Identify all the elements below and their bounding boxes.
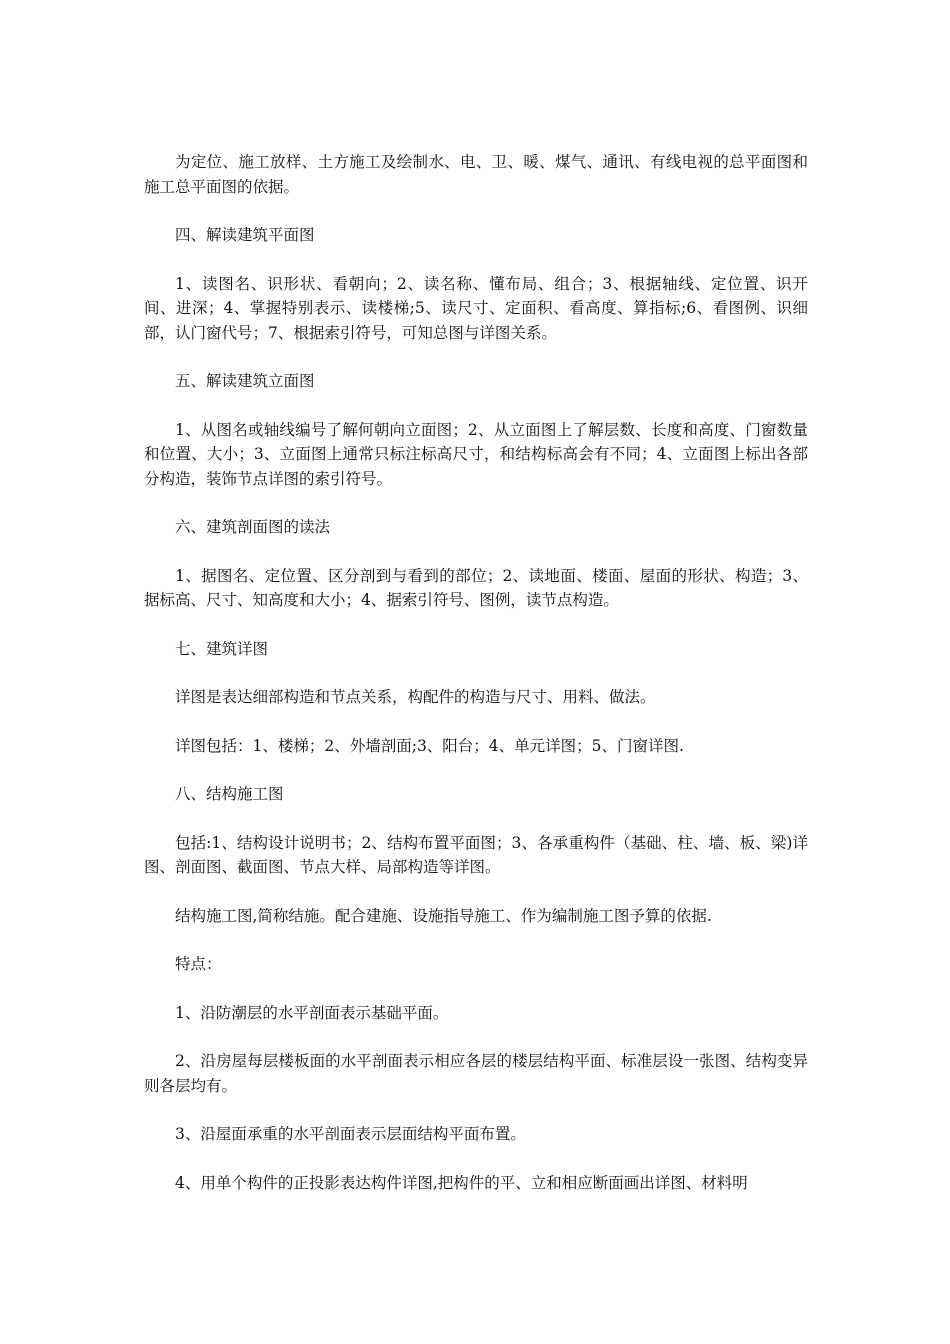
paragraph-floor-plan-steps: 1、读图名、识形状、看朝向；2、读名称、懂布局、组合；3、根据轴线、定位置、识开间、进深；4、掌握特别表示、读楼梯;5、读尺寸、定面积、看高度、算指标;6、看图例、识细部，认门窗代号；7、根据索引符号，可知总图与详图关系。	[144, 274, 808, 342]
paragraph-structural-purpose: 结构施工图,简称结施。配合建施、设施指导施工、作为编制施工图予算的依据.	[175, 906, 712, 925]
document-body	[144, 150, 808, 1219]
paragraph-elevation-steps: 1、从图名或轴线编号了解何朝向立面图；2、从立面图上了解层数、长度和高度、门窗数量和位置、大小；3、立面图上通常只标注标高尺寸，和结构标高会有不同；4、立面图上标出各部分构造，装饰节点详图的索引符号。	[144, 420, 808, 488]
paragraph-section-steps: 1、据图名、定位置、区分剖到与看到的部位；2、读地面、楼面、屋面的形状、构造；3、据标高、尺寸、知高度和大小；4、据索引符号、图例，读节点构造。	[144, 566, 808, 609]
paragraph-detail-includes: 详图包括：1、楼梯；2、外墙剖面;3、阳台；4、单元详图；5、门窗详图.	[175, 736, 684, 755]
heading-section: 六、建筑剖面图的读法	[175, 518, 331, 536]
paragraph-features-label: 特点：	[175, 955, 222, 973]
heading-structural-drawing: 八、结构施工图	[175, 785, 284, 803]
paragraph-structural-includes: 包括:1、结构设计说明书；2、结构布置平面图；3、各承重构件（基础、柱、墙、板、梁)详图、剖面图、截面图、节点大样、局部构造等详图。	[144, 833, 808, 876]
heading-detail-drawing: 七、建筑详图	[175, 639, 269, 658]
paragraph-feature-3: 3、沿屋面承重的水平剖面表示层面结构平面布置。	[175, 1125, 526, 1143]
heading-elevation: 五、解读建筑立面图	[175, 372, 315, 390]
paragraph-site-plan-basis: 为定位、施工放样、土方施工及绘制水、电、卫、暖、煤气、通讯、有线电视的总平面图和施工总平面图的依据。	[144, 153, 808, 196]
paragraph-feature-2: 2、沿房屋每层楼板面的水平剖面表示相应各层的楼层结构平面、标准层设一张图、结构变异则各层均有。	[144, 1052, 808, 1095]
paragraph-feature-4: 4、用单个构件的正投影表达构件详图,把构件的平、立和相应断面画出详图、材料明	[175, 1173, 748, 1192]
paragraph-feature-1: 1、沿防潮层的水平剖面表示基础平面。	[175, 1003, 449, 1022]
heading-floor-plan: 四、解读建筑平面图	[175, 226, 315, 244]
paragraph-detail-definition: 详图是表达细部构造和节点关系，构配件的构造与尺寸、用料、做法。	[175, 688, 656, 706]
